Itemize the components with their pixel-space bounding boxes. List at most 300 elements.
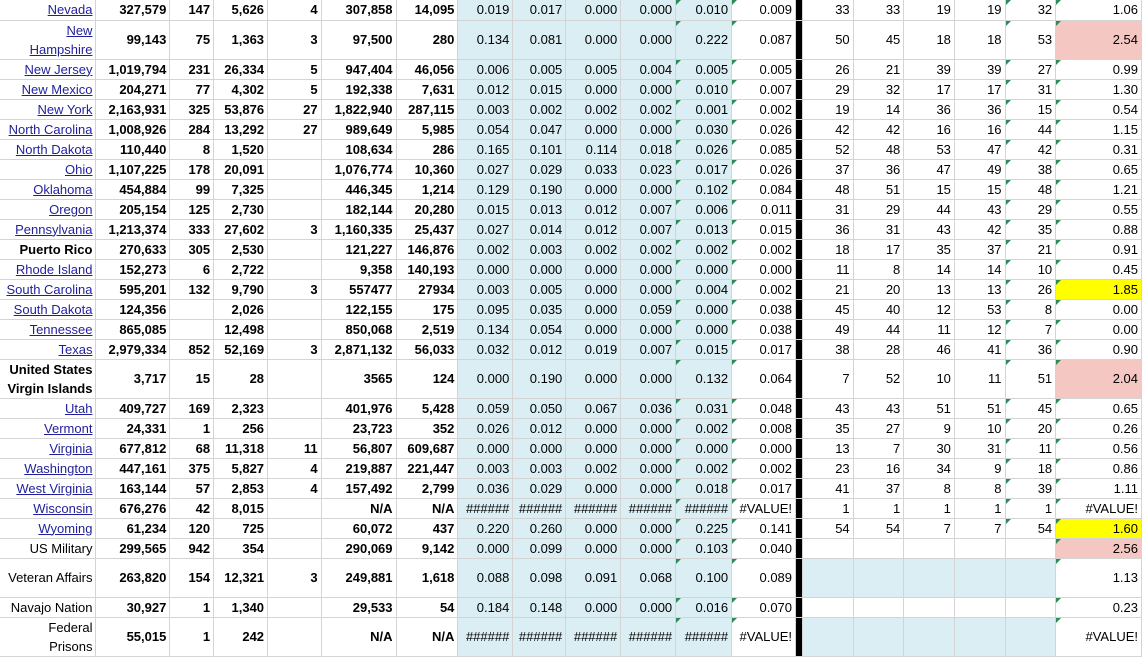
cell-rate-3[interactable]: 0.000 [566,478,621,498]
cell-rate-4[interactable]: 0.000 [621,418,676,438]
cell-rate-4[interactable]: 0.000 [621,478,676,498]
cell-rank-1[interactable]: 37 [803,159,854,179]
cell-rate-4[interactable]: 0.000 [621,458,676,478]
cell-rate-avg[interactable]: 0.085 [732,139,796,159]
cell-count-a[interactable]: 284 [170,119,214,139]
cell-rank-1[interactable]: 35 [803,418,854,438]
cell-count-a[interactable]: 333 [170,219,214,239]
cell-rank-1[interactable] [803,617,854,656]
cell-count-d[interactable]: 3565 [321,359,396,398]
cell-rank-1[interactable]: 45 [803,299,854,319]
cell-count-e[interactable]: 56,033 [396,339,458,359]
cell-state-name[interactable] [0,597,96,617]
cell-count-b[interactable]: 12,321 [214,558,268,597]
cell-rate-avg[interactable]: 0.008 [732,418,796,438]
cell-rate-avg[interactable]: 0.009 [732,0,796,20]
cell-rate-3[interactable]: 0.000 [566,299,621,319]
cell-count-d[interactable]: 60,072 [321,518,396,538]
state-link[interactable]: Oklahoma [33,181,93,197]
cell-count-d[interactable]: N/A [321,498,396,518]
cell-count-b[interactable]: 11,318 [214,438,268,458]
cell-rate-avg[interactable]: 0.002 [732,239,796,259]
cell-population[interactable]: 3,717 [96,359,170,398]
cell-rate-5[interactable]: 0.000 [676,438,732,458]
cell-rank-4[interactable]: 16 [954,119,1005,139]
cell-count-b[interactable]: 2,323 [214,398,268,418]
cell-count-e[interactable]: 5,985 [396,119,458,139]
cell-rank-2[interactable] [853,617,904,656]
cell-count-b[interactable]: 2,530 [214,239,268,259]
cell-count-c[interactable]: 3 [268,339,322,359]
cell-rate-5[interactable]: ###### [676,498,732,518]
state-link[interactable]: Utah [64,400,93,416]
cell-rate-4[interactable]: 0.000 [621,79,676,99]
cell-rate-2[interactable]: 0.260 [513,518,566,538]
cell-count-c[interactable] [268,319,322,339]
cell-score[interactable]: 0.54 [1056,99,1142,119]
cell-rate-1[interactable]: 0.134 [458,319,513,339]
cell-rank-5[interactable]: 39 [1005,478,1056,498]
cell-rate-4[interactable]: 0.000 [621,259,676,279]
cell-count-a[interactable]: 57 [170,478,214,498]
cell-count-a[interactable]: 1 [170,617,214,656]
cell-rate-4[interactable]: 0.004 [621,59,676,79]
cell-count-d[interactable]: 56,807 [321,438,396,458]
cell-rate-5[interactable]: 0.005 [676,59,732,79]
cell-count-d[interactable]: 446,345 [321,179,396,199]
cell-rank-1[interactable]: 38 [803,339,854,359]
cell-rank-3[interactable]: 43 [904,219,955,239]
cell-count-c[interactable]: 5 [268,79,322,99]
cell-rate-2[interactable]: 0.029 [513,159,566,179]
cell-rate-1[interactable]: 0.027 [458,159,513,179]
cell-state-name[interactable] [0,179,96,199]
cell-count-e[interactable]: 54 [396,597,458,617]
cell-score[interactable]: 0.31 [1056,139,1142,159]
cell-rate-2[interactable]: 0.098 [513,558,566,597]
cell-rate-2[interactable]: 0.099 [513,538,566,558]
cell-rate-5[interactable]: 0.222 [676,20,732,59]
cell-rank-2[interactable]: 43 [853,398,904,418]
cell-rate-2[interactable]: 0.005 [513,59,566,79]
cell-rank-3[interactable]: 8 [904,478,955,498]
cell-count-e[interactable]: 352 [396,418,458,438]
cell-state-name[interactable] [0,518,96,538]
cell-rank-4[interactable]: 14 [954,259,1005,279]
cell-count-d[interactable]: 1,076,774 [321,159,396,179]
cell-count-d[interactable]: 1,160,335 [321,219,396,239]
cell-rank-2[interactable]: 42 [853,119,904,139]
cell-rank-5[interactable]: 11 [1005,438,1056,458]
cell-rate-2[interactable]: 0.101 [513,139,566,159]
cell-rate-1[interactable]: 0.003 [458,279,513,299]
cell-count-d[interactable]: 219,887 [321,458,396,478]
cell-count-d[interactable]: 401,976 [321,398,396,418]
state-link[interactable]: South Dakota [13,301,93,317]
state-link[interactable]: Wisconsin [33,500,93,516]
cell-count-c[interactable]: 5 [268,59,322,79]
cell-count-e[interactable]: 46,056 [396,59,458,79]
cell-rate-2[interactable]: 0.050 [513,398,566,418]
cell-rate-4[interactable]: 0.000 [621,359,676,398]
state-link[interactable]: New Mexico [21,81,93,97]
cell-rate-avg[interactable]: 0.141 [732,518,796,538]
cell-rank-3[interactable]: 44 [904,199,955,219]
cell-state-name[interactable] [0,398,96,418]
cell-rate-4[interactable]: 0.000 [621,597,676,617]
cell-count-a[interactable]: 99 [170,179,214,199]
cell-population[interactable]: 327,579 [96,0,170,20]
cell-rank-2[interactable]: 32 [853,79,904,99]
cell-count-b[interactable]: 1,363 [214,20,268,59]
cell-rank-2[interactable]: 1 [853,498,904,518]
cell-rank-2[interactable]: 45 [853,20,904,59]
cell-rank-1[interactable]: 21 [803,279,854,299]
cell-count-c[interactable]: 27 [268,119,322,139]
cell-count-c[interactable] [268,538,322,558]
cell-rank-5[interactable]: 10 [1005,259,1056,279]
cell-rank-2[interactable]: 52 [853,359,904,398]
cell-rate-avg[interactable]: 0.089 [732,558,796,597]
cell-rate-4[interactable]: ###### [621,617,676,656]
cell-rate-4[interactable]: 0.000 [621,538,676,558]
cell-rank-5[interactable]: 21 [1005,239,1056,259]
cell-count-b[interactable]: 8,015 [214,498,268,518]
cell-rank-1[interactable]: 48 [803,179,854,199]
cell-rate-4[interactable]: 0.068 [621,558,676,597]
cell-rank-1[interactable]: 54 [803,518,854,538]
cell-rate-4[interactable]: 0.059 [621,299,676,319]
state-link[interactable]: New Hampshire [29,22,93,57]
cell-rate-2[interactable]: 0.029 [513,478,566,498]
cell-population[interactable]: 152,273 [96,259,170,279]
cell-rank-5[interactable]: 1 [1005,498,1056,518]
cell-score[interactable]: #VALUE! [1056,617,1142,656]
cell-rank-4[interactable] [954,558,1005,597]
cell-rate-avg[interactable]: #VALUE! [732,498,796,518]
cell-rank-2[interactable]: 36 [853,159,904,179]
cell-count-a[interactable]: 942 [170,538,214,558]
cell-rank-5[interactable]: 35 [1005,219,1056,239]
cell-count-c[interactable]: 4 [268,458,322,478]
cell-rank-3[interactable]: 18 [904,20,955,59]
cell-rank-1[interactable]: 7 [803,359,854,398]
cell-state-name[interactable] [0,119,96,139]
cell-count-e[interactable]: 286 [396,139,458,159]
cell-rate-4[interactable]: 0.000 [621,279,676,299]
cell-rate-5[interactable]: 0.102 [676,179,732,199]
cell-score[interactable]: 1.15 [1056,119,1142,139]
cell-rate-5[interactable]: 0.000 [676,259,732,279]
cell-population[interactable]: 124,356 [96,299,170,319]
cell-rank-5[interactable] [1005,538,1056,558]
cell-rank-4[interactable]: 42 [954,219,1005,239]
cell-rate-2[interactable]: 0.013 [513,199,566,219]
cell-count-d[interactable]: 192,338 [321,79,396,99]
cell-state-name[interactable] [0,99,96,119]
cell-population[interactable]: 30,927 [96,597,170,617]
cell-rate-3[interactable]: 0.012 [566,219,621,239]
cell-rank-4[interactable]: 53 [954,299,1005,319]
cell-rate-avg[interactable]: 0.000 [732,259,796,279]
cell-rate-avg[interactable]: 0.002 [732,279,796,299]
cell-rate-4[interactable]: 0.007 [621,219,676,239]
cell-rate-3[interactable]: 0.091 [566,558,621,597]
cell-score[interactable]: 0.90 [1056,339,1142,359]
cell-count-e[interactable]: 7,631 [396,79,458,99]
cell-count-b[interactable]: 13,292 [214,119,268,139]
cell-count-d[interactable]: 1,822,940 [321,99,396,119]
cell-rank-4[interactable]: 13 [954,279,1005,299]
cell-rank-4[interactable] [954,617,1005,656]
cell-rank-2[interactable] [853,538,904,558]
cell-rank-2[interactable] [853,558,904,597]
cell-count-c[interactable] [268,359,322,398]
cell-rank-5[interactable]: 29 [1005,199,1056,219]
cell-rate-4[interactable]: 0.002 [621,239,676,259]
cell-count-d[interactable]: 122,155 [321,299,396,319]
cell-rate-avg[interactable]: 0.087 [732,20,796,59]
state-link[interactable]: Rhode Island [15,261,93,277]
cell-count-b[interactable]: 5,626 [214,0,268,20]
cell-count-e[interactable]: 124 [396,359,458,398]
cell-rank-2[interactable]: 31 [853,219,904,239]
cell-rank-1[interactable]: 18 [803,239,854,259]
cell-rank-5[interactable]: 31 [1005,79,1056,99]
cell-rank-3[interactable] [904,538,955,558]
cell-rate-1[interactable]: ###### [458,498,513,518]
cell-count-e[interactable]: 287,115 [396,99,458,119]
cell-rate-avg[interactable]: 0.084 [732,179,796,199]
cell-count-a[interactable]: 231 [170,59,214,79]
cell-rate-1[interactable]: 0.003 [458,458,513,478]
cell-count-c[interactable]: 3 [268,558,322,597]
cell-score[interactable]: 2.56 [1056,538,1142,558]
cell-state-name[interactable] [0,139,96,159]
cell-rank-4[interactable]: 1 [954,498,1005,518]
cell-state-name[interactable] [0,79,96,99]
cell-state-name[interactable] [0,159,96,179]
cell-rank-4[interactable]: 31 [954,438,1005,458]
cell-rate-avg[interactable]: 0.007 [732,79,796,99]
state-link[interactable]: Vermont [44,420,93,436]
cell-rate-avg[interactable]: 0.000 [732,438,796,458]
cell-score[interactable]: 0.56 [1056,438,1142,458]
cell-rank-2[interactable]: 7 [853,438,904,458]
cell-count-b[interactable]: 5,827 [214,458,268,478]
cell-state-name[interactable] [0,478,96,498]
cell-rank-5[interactable]: 51 [1005,359,1056,398]
cell-rate-avg[interactable]: 0.038 [732,299,796,319]
cell-score[interactable]: 1.06 [1056,0,1142,20]
cell-rate-5[interactable]: 0.225 [676,518,732,538]
cell-rank-2[interactable]: 8 [853,259,904,279]
cell-count-a[interactable]: 120 [170,518,214,538]
cell-rank-2[interactable]: 28 [853,339,904,359]
cell-rate-3[interactable]: 0.000 [566,119,621,139]
state-link[interactable]: North Dakota [15,141,93,157]
cell-rate-3[interactable]: 0.000 [566,438,621,458]
cell-rate-3[interactable]: 0.067 [566,398,621,418]
cell-rate-5[interactable]: 0.004 [676,279,732,299]
cell-rate-1[interactable]: ###### [458,617,513,656]
cell-rank-1[interactable]: 50 [803,20,854,59]
cell-state-name[interactable] [0,219,96,239]
cell-rank-1[interactable]: 11 [803,259,854,279]
cell-state-name[interactable] [0,279,96,299]
cell-rate-2[interactable]: 0.190 [513,179,566,199]
cell-count-c[interactable] [268,518,322,538]
cell-count-e[interactable]: 221,447 [396,458,458,478]
cell-score[interactable]: 1.60 [1056,518,1142,538]
cell-rank-4[interactable]: 8 [954,478,1005,498]
cell-rate-1[interactable]: 0.015 [458,199,513,219]
cell-count-c[interactable] [268,259,322,279]
cell-rank-3[interactable]: 16 [904,119,955,139]
cell-score[interactable]: 1.11 [1056,478,1142,498]
cell-rank-5[interactable]: 26 [1005,279,1056,299]
cell-count-b[interactable]: 28 [214,359,268,398]
cell-population[interactable]: 1,008,926 [96,119,170,139]
cell-count-c[interactable] [268,299,322,319]
cell-rate-2[interactable]: 0.003 [513,458,566,478]
cell-count-e[interactable]: 280 [396,20,458,59]
cell-rank-2[interactable]: 27 [853,418,904,438]
cell-count-d[interactable]: 557477 [321,279,396,299]
state-link[interactable]: New Jersey [24,61,93,77]
cell-rate-3[interactable]: 0.002 [566,99,621,119]
cell-count-c[interactable] [268,597,322,617]
cell-count-e[interactable]: 609,687 [396,438,458,458]
cell-population[interactable]: 454,884 [96,179,170,199]
cell-count-a[interactable]: 1 [170,418,214,438]
cell-score[interactable]: 0.99 [1056,59,1142,79]
cell-rank-5[interactable]: 38 [1005,159,1056,179]
cell-population[interactable]: 270,633 [96,239,170,259]
cell-count-a[interactable]: 68 [170,438,214,458]
cell-rate-2[interactable]: ###### [513,617,566,656]
cell-state-name[interactable] [0,0,96,20]
cell-rate-1[interactable]: 0.012 [458,79,513,99]
cell-count-b[interactable]: 2,730 [214,199,268,219]
cell-rate-3[interactable]: 0.000 [566,259,621,279]
cell-rank-1[interactable]: 23 [803,458,854,478]
cell-count-c[interactable]: 4 [268,478,322,498]
cell-rank-1[interactable]: 41 [803,478,854,498]
cell-count-d[interactable]: 182,144 [321,199,396,219]
cell-rate-5[interactable]: 0.016 [676,597,732,617]
cell-score[interactable]: 0.45 [1056,259,1142,279]
cell-rate-3[interactable]: ###### [566,617,621,656]
cell-state-name[interactable] [0,259,96,279]
cell-rate-avg[interactable]: 0.005 [732,59,796,79]
cell-rank-1[interactable]: 42 [803,119,854,139]
cell-rank-1[interactable] [803,538,854,558]
cell-count-e[interactable]: N/A [396,498,458,518]
cell-rank-2[interactable]: 21 [853,59,904,79]
cell-rate-1[interactable]: 0.095 [458,299,513,319]
cell-rate-5[interactable]: 0.001 [676,99,732,119]
cell-count-d[interactable]: 108,634 [321,139,396,159]
cell-rate-1[interactable]: 0.165 [458,139,513,159]
cell-rate-5[interactable]: 0.017 [676,159,732,179]
cell-rank-1[interactable]: 52 [803,139,854,159]
cell-rate-5[interactable]: 0.018 [676,478,732,498]
cell-rank-5[interactable]: 20 [1005,418,1056,438]
cell-count-d[interactable]: 290,069 [321,538,396,558]
cell-count-b[interactable]: 20,091 [214,159,268,179]
cell-count-e[interactable]: 20,280 [396,199,458,219]
cell-count-b[interactable]: 725 [214,518,268,538]
cell-population[interactable]: 2,979,334 [96,339,170,359]
cell-rate-1[interactable]: 0.019 [458,0,513,20]
cell-count-a[interactable]: 1 [170,597,214,617]
cell-rate-3[interactable]: 0.019 [566,339,621,359]
cell-rank-5[interactable]: 53 [1005,20,1056,59]
state-link[interactable]: Oregon [49,201,93,217]
state-link[interactable]: Ohio [64,161,93,177]
state-link[interactable]: West Virginia [16,480,93,496]
state-link[interactable]: Tennessee [29,321,93,337]
cell-rank-5[interactable]: 44 [1005,119,1056,139]
cell-rate-5[interactable]: 0.030 [676,119,732,139]
cell-rank-3[interactable]: 35 [904,239,955,259]
cell-rank-3[interactable]: 7 [904,518,955,538]
cell-rank-3[interactable]: 30 [904,438,955,458]
cell-rank-5[interactable] [1005,558,1056,597]
cell-rate-2[interactable]: 0.035 [513,299,566,319]
state-link[interactable]: North Carolina [8,121,93,137]
cell-rank-5[interactable]: 15 [1005,99,1056,119]
cell-rate-1[interactable]: 0.003 [458,99,513,119]
cell-count-d[interactable]: 157,492 [321,478,396,498]
cell-population[interactable]: 2,163,931 [96,99,170,119]
cell-score[interactable]: 2.54 [1056,20,1142,59]
cell-rate-1[interactable]: 0.000 [458,259,513,279]
cell-state-name[interactable] [0,438,96,458]
cell-rate-5[interactable]: 0.002 [676,239,732,259]
cell-count-c[interactable]: 3 [268,219,322,239]
cell-count-a[interactable]: 178 [170,159,214,179]
cell-rate-1[interactable]: 0.032 [458,339,513,359]
cell-rate-avg[interactable]: 0.002 [732,99,796,119]
cell-rank-3[interactable]: 10 [904,359,955,398]
cell-count-a[interactable]: 125 [170,199,214,219]
cell-count-c[interactable]: 3 [268,20,322,59]
cell-state-name[interactable] [0,59,96,79]
cell-population[interactable]: 299,565 [96,538,170,558]
cell-rank-3[interactable]: 47 [904,159,955,179]
cell-rate-avg[interactable]: 0.070 [732,597,796,617]
cell-rank-2[interactable]: 37 [853,478,904,498]
cell-count-b[interactable]: 26,334 [214,59,268,79]
cell-count-d[interactable]: 2,871,132 [321,339,396,359]
cell-count-e[interactable]: 146,876 [396,239,458,259]
cell-rate-3[interactable]: 0.000 [566,359,621,398]
cell-count-c[interactable]: 27 [268,99,322,119]
cell-population[interactable]: 163,144 [96,478,170,498]
cell-count-b[interactable]: 4,302 [214,79,268,99]
cell-rank-4[interactable] [954,597,1005,617]
cell-count-e[interactable]: 175 [396,299,458,319]
cell-rate-2[interactable]: 0.081 [513,20,566,59]
cell-rate-1[interactable]: 0.027 [458,219,513,239]
cell-count-b[interactable]: 354 [214,538,268,558]
cell-population[interactable]: 677,812 [96,438,170,458]
cell-rank-4[interactable]: 37 [954,239,1005,259]
cell-rank-3[interactable]: 34 [904,458,955,478]
cell-rank-1[interactable]: 26 [803,59,854,79]
